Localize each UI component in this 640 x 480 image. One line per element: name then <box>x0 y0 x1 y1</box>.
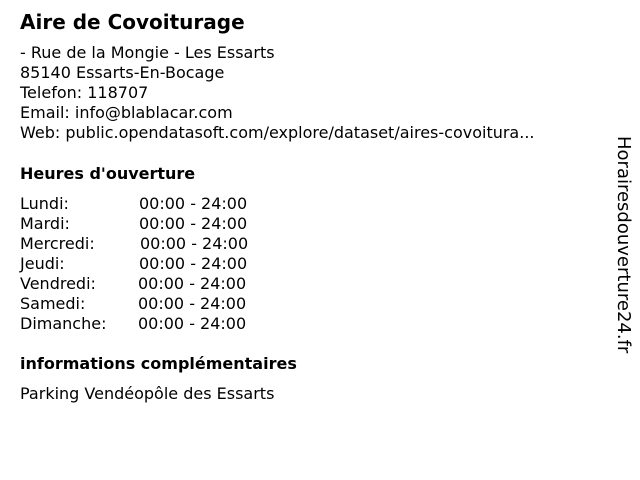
hours-row-saturday <box>20 294 280 314</box>
hours-row-thursday <box>20 254 280 274</box>
hours-row-monday <box>20 194 280 214</box>
site-watermark: Horairesdouverture24.fr <box>613 136 634 354</box>
address-block <box>20 43 535 143</box>
time-range: 00:00 - 24:00 <box>138 314 247 333</box>
time-range: 00:00 - 24:00 <box>139 254 248 273</box>
street-line: - Rue de la Mongie - Les Essarts <box>20 43 275 62</box>
web-line[interactable]: Web: public.opendatasoft.com/explore/dataset/aires-covoitura... <box>20 123 535 142</box>
info-heading: informations complémentaires <box>20 354 297 373</box>
time-range: 00:00 - 24:00 <box>140 234 249 253</box>
time-range: 00:00 - 24:00 <box>139 194 248 213</box>
time-range: 00:00 - 24:00 <box>138 274 247 293</box>
hours-heading: Heures d'ouverture <box>20 164 196 183</box>
day-label: Vendredi: <box>20 274 96 293</box>
day-label: Mardi: <box>20 214 70 233</box>
day-label: Samedi: <box>20 294 86 313</box>
day-label: Mercredi: <box>20 234 95 253</box>
day-label: Lundi: <box>20 194 69 213</box>
hours-row-sunday <box>20 314 280 334</box>
day-label: Jeudi: <box>20 254 65 273</box>
hours-row-tuesday <box>20 214 280 234</box>
phone-line[interactable]: Telefon: 118707 <box>20 83 149 102</box>
day-label: Dimanche: <box>20 314 107 333</box>
city-line: 85140 Essarts-En-Bocage <box>20 63 225 82</box>
hours-row-wednesday <box>20 234 280 254</box>
info-text: Parking Vendéopôle des Essarts <box>20 384 275 403</box>
hours-row-friday <box>20 274 280 294</box>
page-title: Aire de Covoiturage <box>20 10 245 34</box>
time-range: 00:00 - 24:00 <box>139 214 248 233</box>
email-line[interactable]: Email: info@blablacar.com <box>20 103 233 122</box>
time-range: 00:00 - 24:00 <box>138 294 247 313</box>
hours-table <box>20 194 280 334</box>
